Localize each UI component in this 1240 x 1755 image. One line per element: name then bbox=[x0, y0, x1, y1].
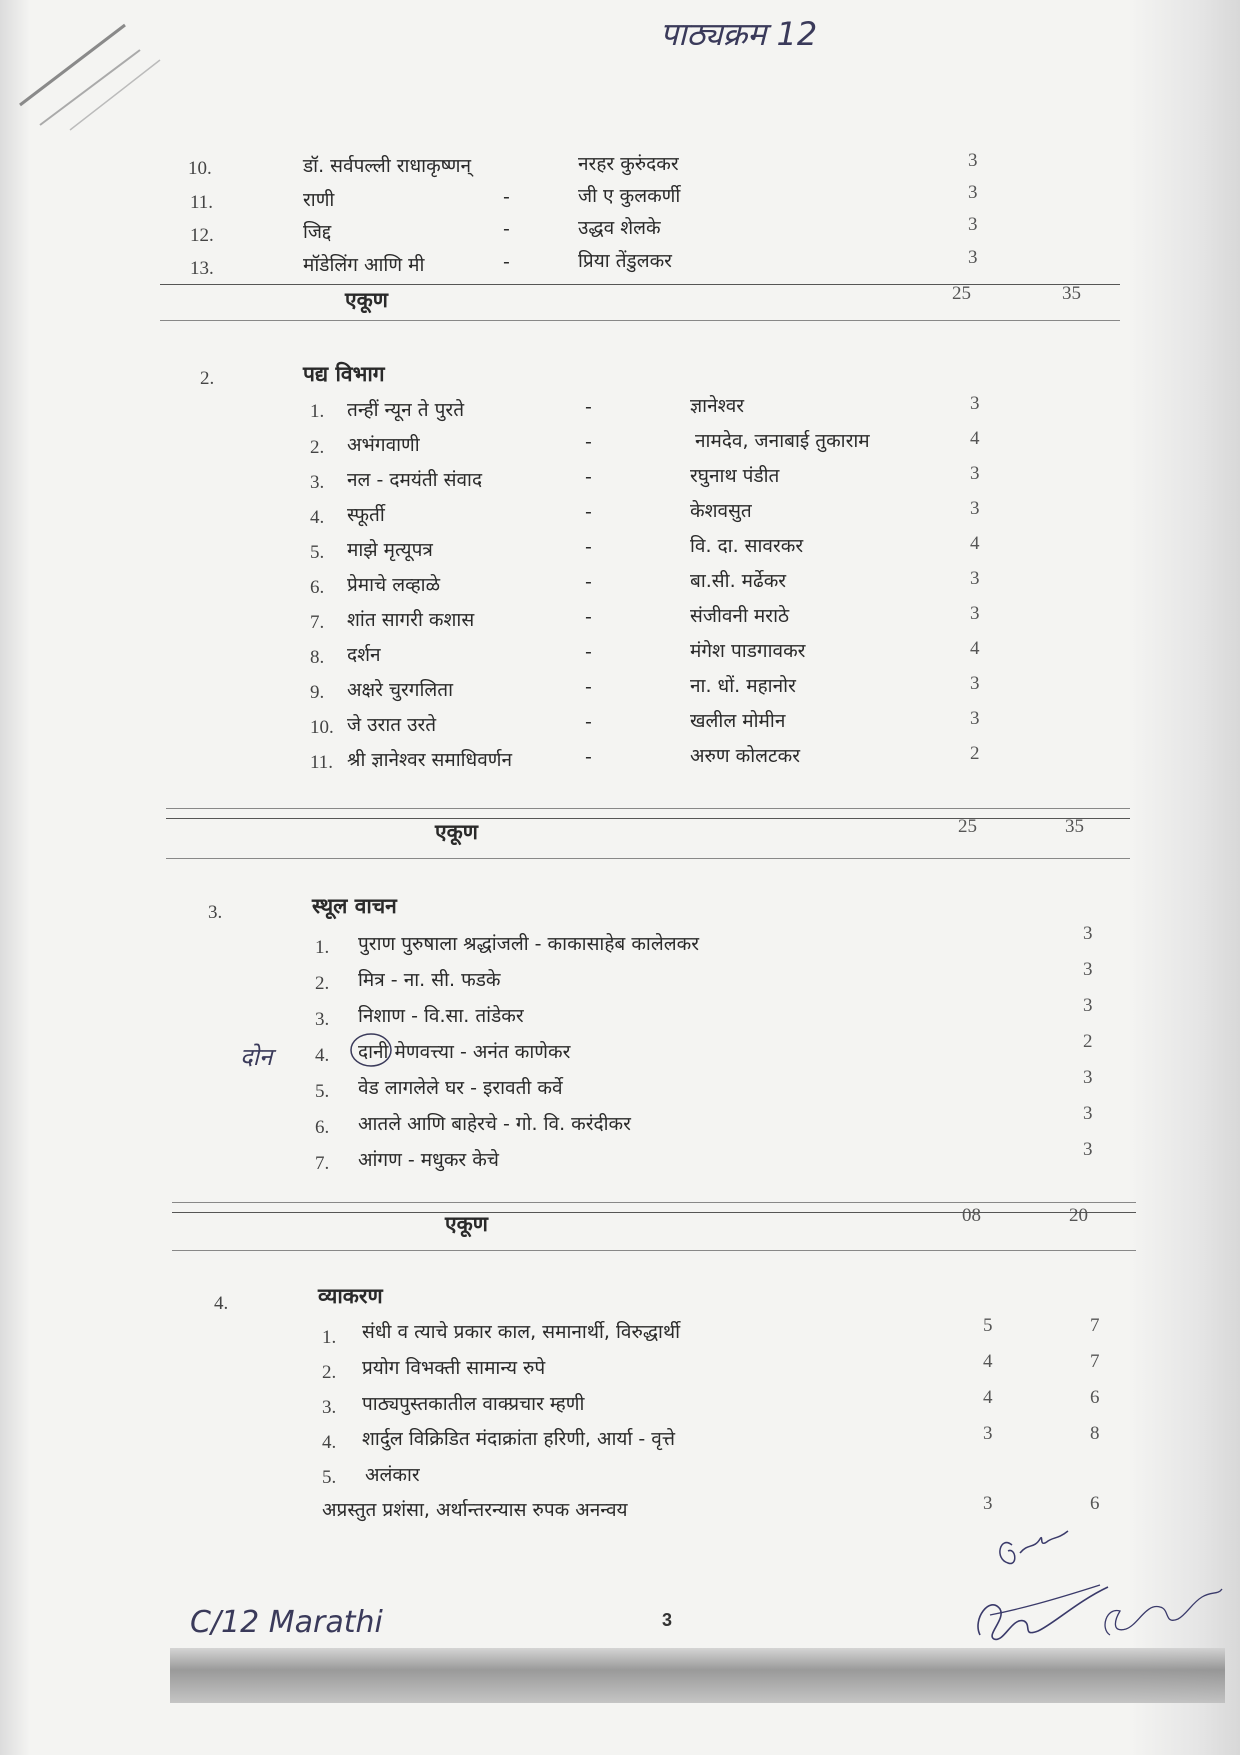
footer-handwritten-note: C/12 Marathi bbox=[190, 1605, 383, 1640]
item-dash: - bbox=[585, 641, 592, 663]
item-title: माझे मृत्यूपत्र bbox=[347, 539, 433, 561]
item-number: 5. bbox=[322, 1467, 337, 1488]
item-marks: 3 bbox=[1083, 995, 1093, 1016]
item-title: श्री ज्ञानेश्वर समाधिवर्णन bbox=[347, 749, 513, 771]
total-rule-bottom bbox=[166, 858, 1130, 859]
item-text: पुराण पुरुषाला श्रद्धांजली - काकासाहेब कालेलकर bbox=[358, 933, 699, 955]
item-author: नरहर कुरुंदकर bbox=[578, 153, 679, 175]
item-number: 1. bbox=[310, 401, 325, 422]
scan-shadow-left bbox=[0, 0, 30, 1755]
item-number: 9. bbox=[310, 682, 325, 703]
item-marks-b: 8 bbox=[1090, 1423, 1100, 1444]
signatures bbox=[960, 1515, 1230, 1665]
total-value-b: 20 bbox=[1069, 1205, 1088, 1226]
item-marks: 3 bbox=[968, 150, 978, 171]
item-number: 10. bbox=[310, 717, 334, 738]
item-number: 3. bbox=[315, 1009, 330, 1030]
item-text: आंगण - मधुकर केचे bbox=[358, 1149, 499, 1171]
item-number: 1. bbox=[315, 937, 330, 958]
handwritten-header: पाठ्यक्रम 12 bbox=[660, 15, 818, 53]
item-author: ना. धों. महानोर bbox=[690, 675, 796, 697]
item-number: 7. bbox=[310, 612, 325, 633]
item-marks: 4 bbox=[970, 638, 980, 659]
item-number: 3. bbox=[322, 1397, 337, 1418]
item-marks-a: 5 bbox=[983, 1315, 993, 1336]
item-author: केशवसुत bbox=[690, 500, 752, 522]
item-number: 4. bbox=[310, 507, 325, 528]
item-number: 8. bbox=[310, 647, 325, 668]
item-marks: 4 bbox=[970, 428, 980, 449]
page-number: 3 bbox=[662, 1610, 673, 1630]
item-number: 2. bbox=[322, 1362, 337, 1383]
item-marks: 3 bbox=[1083, 1067, 1093, 1088]
item-number: 3. bbox=[310, 472, 325, 493]
item-number: 10. bbox=[188, 158, 212, 179]
total-label: एकूण bbox=[445, 1212, 488, 1236]
item-marks: 3 bbox=[970, 673, 980, 694]
item-text: शार्दुल विक्रिडित मंदाक्रांता हरिणी, आर्या - वृत्ते bbox=[362, 1428, 675, 1450]
item-author: प्रिया तेंडुलकर bbox=[578, 250, 672, 272]
item-text: संधी व त्याचे प्रकार काल, समानार्थी, विरुद्धार्थी bbox=[362, 1321, 681, 1343]
item-title: डॉ. सर्वपल्ली राधाकृष्णन् bbox=[303, 155, 472, 177]
total-value-a: 25 bbox=[958, 816, 977, 837]
item-dash: - bbox=[503, 186, 510, 208]
item-title: अभंगवाणी bbox=[347, 434, 420, 456]
item-dash: - bbox=[503, 251, 510, 273]
item-marks: 4 bbox=[970, 533, 980, 554]
total-rule-bottom bbox=[160, 320, 1120, 321]
item-text: वेड लागलेले घर - इरावती कर्वे bbox=[358, 1077, 563, 1099]
item-number: 13. bbox=[190, 258, 214, 279]
item-marks: 3 bbox=[968, 214, 978, 235]
item-marks-a: 3 bbox=[983, 1493, 993, 1514]
item-text: प्रयोग विभक्ती सामान्य रुपे bbox=[362, 1357, 546, 1379]
item-number: 4. bbox=[315, 1045, 330, 1066]
item-marks-b: 6 bbox=[1090, 1493, 1100, 1514]
item-number: 12. bbox=[190, 225, 214, 246]
item-marks-a: 3 bbox=[983, 1423, 993, 1444]
item-text: दानी मेणवत्त्या - अनंत काणेकर bbox=[358, 1041, 571, 1063]
total-value-a: 08 bbox=[962, 1205, 981, 1226]
total-rule-bottom bbox=[172, 1250, 1136, 1251]
item-dash: - bbox=[585, 536, 592, 558]
total-rule-top-thin bbox=[172, 1202, 1136, 1203]
item-dash: - bbox=[585, 746, 592, 768]
item-marks: 2 bbox=[970, 743, 980, 764]
item-marks-b: 7 bbox=[1090, 1351, 1100, 1372]
item-dash: - bbox=[503, 218, 510, 240]
item-title: जिद्द bbox=[303, 221, 332, 243]
margin-handwritten-note: दोन bbox=[240, 1043, 273, 1071]
item-marks: 3 bbox=[1083, 959, 1093, 980]
item-marks: 3 bbox=[1083, 1103, 1093, 1124]
item-text: पाठ्यपुस्तकातील वाक्प्रचार म्हणी bbox=[362, 1393, 585, 1415]
item-author: उद्धव शेलके bbox=[578, 217, 661, 239]
item-marks: 3 bbox=[970, 498, 980, 519]
item-marks: 3 bbox=[970, 708, 980, 729]
item-number: 6. bbox=[310, 577, 325, 598]
item-marks: 3 bbox=[970, 568, 980, 589]
total-value-a: 25 bbox=[952, 283, 971, 304]
item-marks: 3 bbox=[970, 393, 980, 414]
item-marks-b: 6 bbox=[1090, 1387, 1100, 1408]
item-author: नामदेव, जनाबाई तुकाराम bbox=[695, 430, 870, 452]
item-author: मंगेश पाडगावकर bbox=[690, 640, 806, 662]
item-number: 2. bbox=[310, 437, 325, 458]
item-number: 1. bbox=[322, 1327, 337, 1348]
item-title: शांत सागरी कशास bbox=[347, 609, 475, 631]
item-title: अक्षरे चुरगलिता bbox=[347, 679, 454, 701]
total-label: एकूण bbox=[345, 288, 388, 312]
item-title: जे उरात उरते bbox=[347, 714, 437, 736]
item-dash: - bbox=[585, 466, 592, 488]
item-text: निशाण - वि.सा. तांडेकर bbox=[358, 1005, 524, 1027]
total-value-b: 35 bbox=[1065, 816, 1084, 837]
item-number: 5. bbox=[310, 542, 325, 563]
total-rule-top bbox=[166, 818, 1130, 819]
item-title: स्फूर्ती bbox=[347, 504, 385, 526]
item-dash: - bbox=[585, 606, 592, 628]
section-heading: पद्य विभाग bbox=[303, 362, 385, 386]
total-label: एकूण bbox=[435, 820, 478, 844]
item-title: दर्शन bbox=[347, 644, 381, 666]
item-number: 5. bbox=[315, 1081, 330, 1102]
item-number: 6. bbox=[315, 1117, 330, 1138]
item-author: रघुनाथ पंडीत bbox=[690, 465, 780, 487]
item-dash: - bbox=[585, 431, 592, 453]
item-author: वि. दा. सावरकर bbox=[690, 535, 804, 557]
item-marks: 3 bbox=[968, 182, 978, 203]
item-number: 2. bbox=[315, 973, 330, 994]
handwritten-circle-mark bbox=[348, 1030, 394, 1070]
item-marks-a: 4 bbox=[983, 1351, 993, 1372]
section-number: 3. bbox=[208, 902, 223, 923]
scan-shadow-right bbox=[1130, 0, 1240, 1755]
item-marks: 2 bbox=[1083, 1031, 1093, 1052]
item-dash: - bbox=[585, 571, 592, 593]
item-marks: 3 bbox=[970, 463, 980, 484]
item-marks-a: 4 bbox=[983, 1387, 993, 1408]
item-dash: - bbox=[585, 396, 592, 418]
item-number: 11. bbox=[310, 752, 334, 773]
item-marks-b: 7 bbox=[1090, 1315, 1100, 1336]
item-title: प्रेमाचे लव्हाळे bbox=[347, 574, 441, 596]
item-author: बा.सी. मर्ढेकर bbox=[690, 570, 787, 592]
total-rule-top bbox=[160, 284, 1120, 285]
item-marks: 3 bbox=[1083, 923, 1093, 944]
item-text: मित्र - ना. सी. फडके bbox=[358, 969, 501, 991]
item-marks: 3 bbox=[970, 603, 980, 624]
item-dash: - bbox=[585, 501, 592, 523]
item-dash: - bbox=[585, 711, 592, 733]
section-heading: स्थूल वाचन bbox=[312, 894, 397, 918]
item-dash: - bbox=[585, 676, 592, 698]
item-text: अलंकार bbox=[365, 1464, 420, 1486]
section-heading: व्याकरण bbox=[318, 1284, 383, 1308]
item-title: नल - दमयंती संवाद bbox=[347, 469, 483, 491]
item-author: खलील मोमीन bbox=[690, 710, 786, 732]
total-rule-top-thin bbox=[166, 808, 1130, 809]
section-number: 4. bbox=[214, 1293, 229, 1314]
item-marks: 3 bbox=[968, 247, 978, 268]
section-number: 2. bbox=[200, 368, 215, 389]
item-marks: 3 bbox=[1083, 1139, 1093, 1160]
item-author: संजीवनी मराठे bbox=[690, 605, 790, 627]
total-rule-top bbox=[172, 1212, 1136, 1213]
item-number: 7. bbox=[315, 1153, 330, 1174]
alankar-list: अप्रस्तुत प्रशंसा, अर्थान्तरन्यास रुपक अनन्वय bbox=[322, 1499, 628, 1521]
item-title: मॉडेलिंग आणि मी bbox=[303, 254, 425, 276]
page-fold-marks bbox=[0, 0, 200, 140]
item-number: 4. bbox=[322, 1432, 337, 1453]
item-author: ज्ञानेश्वर bbox=[690, 395, 745, 417]
item-title: राणी bbox=[303, 189, 335, 211]
item-author: जी ए कुलकर्णी bbox=[578, 185, 681, 207]
item-title: तन्हीं न्यून ते पुरते bbox=[347, 399, 465, 421]
item-text: आतले आणि बाहेरचे - गो. वि. करंदीकर bbox=[358, 1113, 631, 1135]
total-value-b: 35 bbox=[1062, 283, 1081, 304]
item-number: 11. bbox=[190, 192, 214, 213]
item-author: अरुण कोलटकर bbox=[690, 745, 800, 767]
